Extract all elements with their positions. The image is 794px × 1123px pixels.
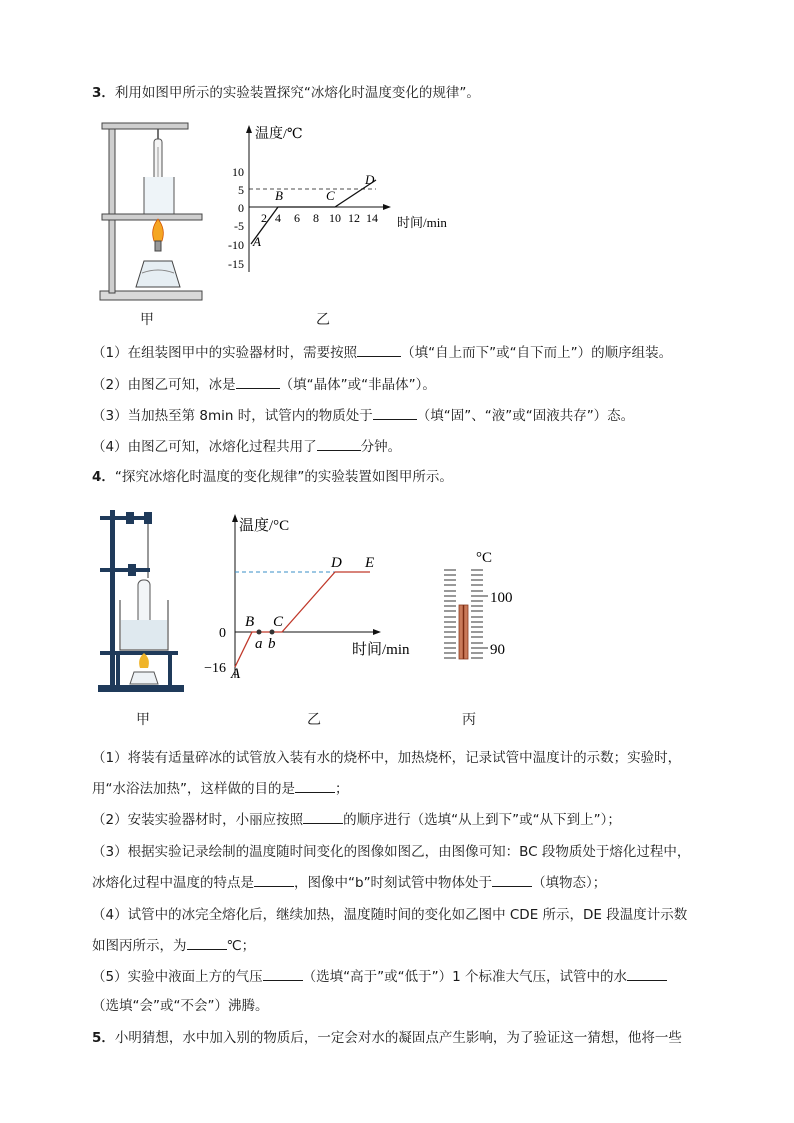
q3-stand-rod [109,123,115,293]
q4-s3-text-mid: ，图像中“b”时刻试管中物体处于 [294,875,493,891]
q3-sub3-text-end: （填“固”、“液”或“固液共存”）态。 [416,408,635,424]
q4-y-axis-label: 温度/°C [239,518,290,534]
q4-s4-text: 如图丙所示，为 [92,938,187,954]
q4-apparatus-figure [96,508,188,698]
q3-stem [92,83,480,103]
q3-beaker [144,177,174,215]
q4-base [98,685,184,692]
q4-point-label: D [331,555,342,571]
q4-flame-icon [139,653,149,668]
q3-y-tick: -5 [234,219,244,233]
q3-y-axis-label: 温度/℃ [255,127,303,142]
q3-y-tick: -10 [228,238,244,252]
q3-fig-yi-label: 乙 [316,312,330,328]
q4-s3-line1: （3）根据实验记录绘制的温度随时间变化的图像如图乙，由图像可知：BC 段物质处于熔化过程中， [92,844,691,860]
q4-moment-b-dot [270,630,275,635]
q3-sub2-text: （2）由图乙可知，冰是 [92,377,236,393]
q4-moment-a-dot [257,630,262,635]
q4-y-min-label: −16 [204,661,226,676]
q4-s3-text-end: （填物态）； [532,875,607,891]
q4-fig-yi-label: 乙 [307,712,321,728]
q4-point-label: E [365,555,375,571]
q3-y-tick: 5 [238,183,244,197]
q4-s4-line1: （4）试管中的冰完全熔化后，继续加热，温度随时间的变化如乙图中 CDE 所示，DE 段温度计示数 [92,907,688,923]
q3-sub4-text-end: 分钟。 [360,439,402,455]
q3-sub2-answer-blank[interactable] [236,374,280,389]
q3-ring-platform [102,214,202,220]
q3-chart-figure [225,122,465,277]
q3-x-tick: 8 [313,211,319,225]
q3-sub1 [92,342,672,363]
q4-s5-line2: （选填“会”或“不会”）沸腾。 [92,998,269,1014]
q4-s5-answer-blank-1[interactable] [263,966,303,981]
q3-sub1-answer-blank[interactable] [357,342,401,357]
q3-point-label: A [253,234,261,249]
q3-point-label: D [365,172,375,187]
q3-sub3-text: （3）当加热至第 8min 时，试管内的物质处于 [92,408,373,424]
q4-s1-text: 用“水浴法加热”，这样做的目的是 [92,781,295,797]
q3-sub2-text-end: （填“晶体”或“非晶体”）。 [279,377,436,393]
q4-point-label: C [273,614,284,630]
q4-stem-text: “探究冰熔化时温度的变化规律”的实验装置如图甲所示。 [114,469,453,485]
q4-thermometer-upper: 100 [490,590,513,606]
q3-top-arm [102,123,188,129]
q4-s5-answer-blank-2[interactable] [627,966,667,981]
q3-sub4-text: （4）由图乙可知，冰熔化过程共用了 [92,439,317,455]
q3-point-label: C [326,188,335,203]
q3-x-tick: 10 [329,211,341,225]
q3-sub4 [92,436,401,457]
q5-stem [92,1028,682,1048]
q4-moment-label: a [255,636,263,652]
q5-stem-text: 小明猜想，水中加入别的物质后，一定会对水的凝固点产生影响，为了验证这一猜想，他将一些 [114,1030,682,1046]
q4-number: 4． [92,469,115,485]
q4-curve [235,572,370,667]
q4-s1-line2 [92,778,349,799]
q3-flame-icon [153,219,164,241]
q4-s2-text-end: 的顺序进行（选填“从上到下”或“从下到上”）； [343,812,621,828]
q4-s4-text-end: ℃； [226,938,256,954]
q3-sub3 [92,405,634,426]
q3-point-label: B [275,188,283,203]
q3-stem-text: 利用如图甲所示的实验装置探究“冰熔化时温度变化的规律”。 [114,85,480,101]
q4-s3-text: 冰熔化过程中温度的特点是 [92,875,254,891]
q4-s1-text-end: ； [335,781,349,797]
q4-s1-answer-blank[interactable] [295,778,335,793]
q4-alcohol-lamp [130,672,158,684]
q3-apparatus-figure [92,115,210,310]
q3-y-tick: 10 [232,165,244,179]
q4-s5-text-mid: （选填“高于”或“低于”）1 个标准大气压，试管中的水 [302,969,627,985]
q3-x-tick: 4 [275,211,281,225]
q4-s3-answer-blank-1[interactable] [254,872,294,887]
q3-sub1-text-end: （填“自上而下”或“自下而上”）的顺序组装。 [401,345,673,361]
q5-number: 5． [92,1030,115,1046]
q3-sub3-answer-blank[interactable] [373,405,417,420]
q4-s2-answer-blank[interactable] [303,809,343,824]
q4-s5-text: （5）实验中液面上方的气压 [92,969,263,985]
q4-stand-rod [110,510,115,686]
q4-fig-jia-label: 甲 [136,712,150,728]
q4-moment-label: b [268,636,276,652]
q3-sub2 [92,374,436,395]
q4-s5-line1 [92,966,667,987]
q4-thermometer-unit: °C [476,550,493,566]
q4-s3-line2 [92,872,606,893]
q3-sub1-text: （1）在组装图甲中的实验器材时，需要按照 [92,345,358,361]
q4-fig-bing-label: 丙 [462,712,476,728]
q4-x-axis-label: 时间/min [352,642,410,658]
q4-point-label: B [245,614,255,630]
q3-x-tick: 6 [294,211,300,225]
q4-s3-answer-blank-2[interactable] [492,872,532,887]
q3-x-tick: 2 [261,211,267,225]
q3-x-axis-label: 时间/min [397,215,447,230]
q3-number: 3． [92,85,115,101]
q4-s4-line2 [92,935,255,956]
q3-y-tick: 0 [238,201,244,215]
q4-s1-line1: （1）将装有适量碎冰的试管放入装有水的烧杯中，加热烧杯，记录试管中温度计的示数；实验时， [92,750,682,766]
q3-y-tick: -15 [228,257,244,271]
q4-s2-text: （2）安装实验器材时，小丽应按照 [92,812,304,828]
q3-x-tick: 14 [366,211,378,225]
q3-alcohol-lamp [136,261,180,287]
q4-chart-figure [195,510,430,685]
q4-point-label: A [231,666,241,682]
q4-thermometer-figure [436,546,526,666]
q3-x-tick: 12 [348,211,360,225]
q4-stem [92,467,453,487]
q4-s4-answer-blank[interactable] [187,935,227,950]
q3-fig-jia-label: 甲 [140,312,154,328]
q4-y-zero-label: 0 [219,626,226,641]
q4-s2 [92,809,621,830]
q3-sub4-answer-blank[interactable] [317,436,361,451]
q4-thermometer-lower: 90 [490,642,505,658]
